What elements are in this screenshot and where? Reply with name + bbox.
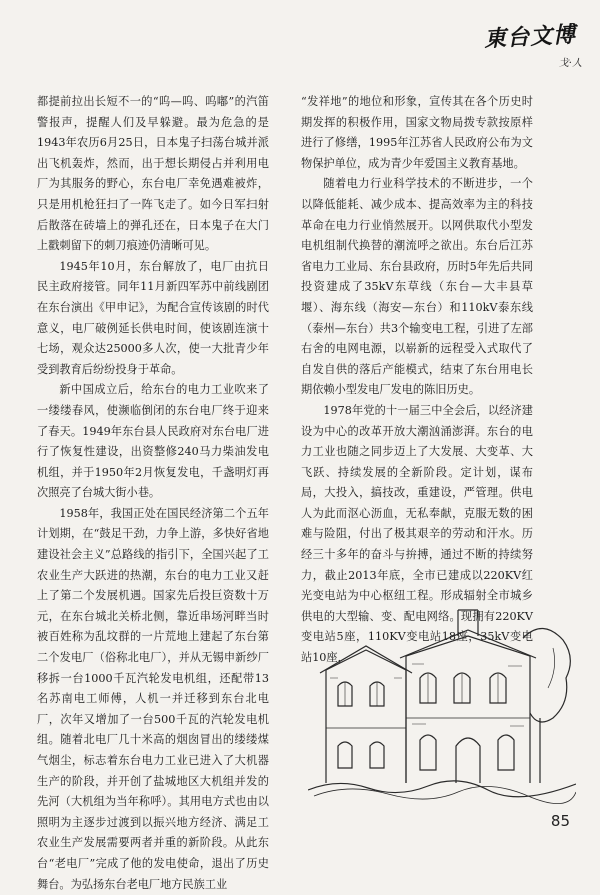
right-paragraph-2: 随着电力行业科学技术的不断进步，一个以降低能耗、减少成本、提高效率为主的科技革命在电力行业悄然展开。以网供取代小型发电机组制代换替的潮流呼之欲出。东台后江苏省电力工业局、东台县政府，历时5年先后共同投资建成了35kV东草线（东台—大丰县草堰）、海东线（海安—东台）和110kV泰东线（泰州—东台）共3个输变电工程，引进了左部右舍的电网电源，以崭新的远程受入式取代了自发自供的落后产能模式，结束了东台用电长期依赖小型发电厂发电的陈旧历史。 [301,177,533,397]
right-paragraph-1: “发祥地”的地位和形象，宣传其在各个历史时期发挥的积极作用，国家文物局拨专款按原样进行了修缮，1995年江苏省人民政府公布为文物保护单位，成为青少年爱国主义教育基地。 [301,95,533,170]
building-sketch-illustration [308,578,576,806]
left-paragraph-4: 1958年，我国正处在国民经济第二个五年计划期，在“鼓足干劲，力争上游，多快好省地建设社会主义”总路线的指引下，全国兴起了工农业生产大跃进的热潮，东台的电力工业又赶上了第二个发展机遇。国家先后投巨资数十万元，在东台城北关桥北侧，靠近串场河畔当时被百姓称为乱坟群的一片荒地上建起了东台第二个发电厂（俗称北电厂），并从无锡申新纱厂移拆一台1000千瓦汽轮发电机组，还配带13名苏南电工师傅，人机一并迁移到东台北电厂，次年又增加了一台500千瓦的汽轮发电机组。随着北电厂几十米高的烟囱冒出的缕缕煤气烟尘，标志着东台电力工业已进入了大机器生产的阶段，并开创了盐城地区大机组并发的先河（大机组为当年称呼）。其用电方式也由以照明为主逐步过渡到以振兴地方经济、满足工农业生产发展需要两者并重的新阶段。从此东台“老电厂”完成了他的发电使命，退出了历史舞台。为弘扬东台老电厂地方民族工业 [37,506,269,891]
left-paragraph-1: 都提前拉出长短不一的“呜—呜、呜嘟”的汽笛警报声，提醒人们及早躲避。最为危急的是1943年农历6月25日，日本鬼子扫荡台城并派出飞机轰炸，然而，出于想长期侵占并利用电厂为其服务的野心，东台电厂幸免遇难被炸，只是用机枪狂扫了一阵飞走了。如今日军扫射后散落在砖墙上的弹孔还在，日本鬼子在大门上戳刺留下的刺刀痕迹仍清晰可见。 [37,95,269,253]
left-paragraph-2: 1945年10月，东台解放了，电厂由抗日民主政府接管。同年11月新四军苏中前线剧团在东台演出《甲申记》，为配合宣传该剧的时代意义，电厂破例延长供电时间，使该剧连演十七场，观众达25000多人次，使一大批青少年受到教育后纷纷投身于革命。 [37,259,269,376]
left-paragraph-3: 新中国成立后，给东台的电力工业吹来了一缕缕春风，使濒临倒闭的东台电厂终于迎来了春天。1949年东台县人民政府对东台电厂进行了恢复性建设，出资整修240马力柴油发电机组，并于1950年2月恢复发电，千盏明灯再次照亮了台城大街小巷。 [37,383,269,500]
right-paragraph-3: 1978年党的十一届三中全会后，以经济建设为中心的改革开放大潮汹涌澎湃。东台的电力工业也随之同步迈上了大发展、大变革、大飞跃、持续发展的全新阶段。定计划，谋布局，大投入，搞技改，重建设，严管理。供电人为此而沤心沥血，无私奉献，克服无数的困难与险阻，付出了极其艰辛的劳动和汗水。历经三十多年的奋斗与拚搏，通过不断的持续努力，截止2013年底，全市已建成以220KV红光变电站为中心枢纽工程。形成辐射全市城乡供电的大型输、变、配电网络。现拥有220KV变电站5座，110KV变电站18座，35kV变电站10座， [301,403,533,665]
page-number: 85 [550,812,570,830]
left-column [37,92,269,895]
brand-title: 東台文博 [483,21,577,53]
brand-signature: 戈·人 [558,58,582,69]
